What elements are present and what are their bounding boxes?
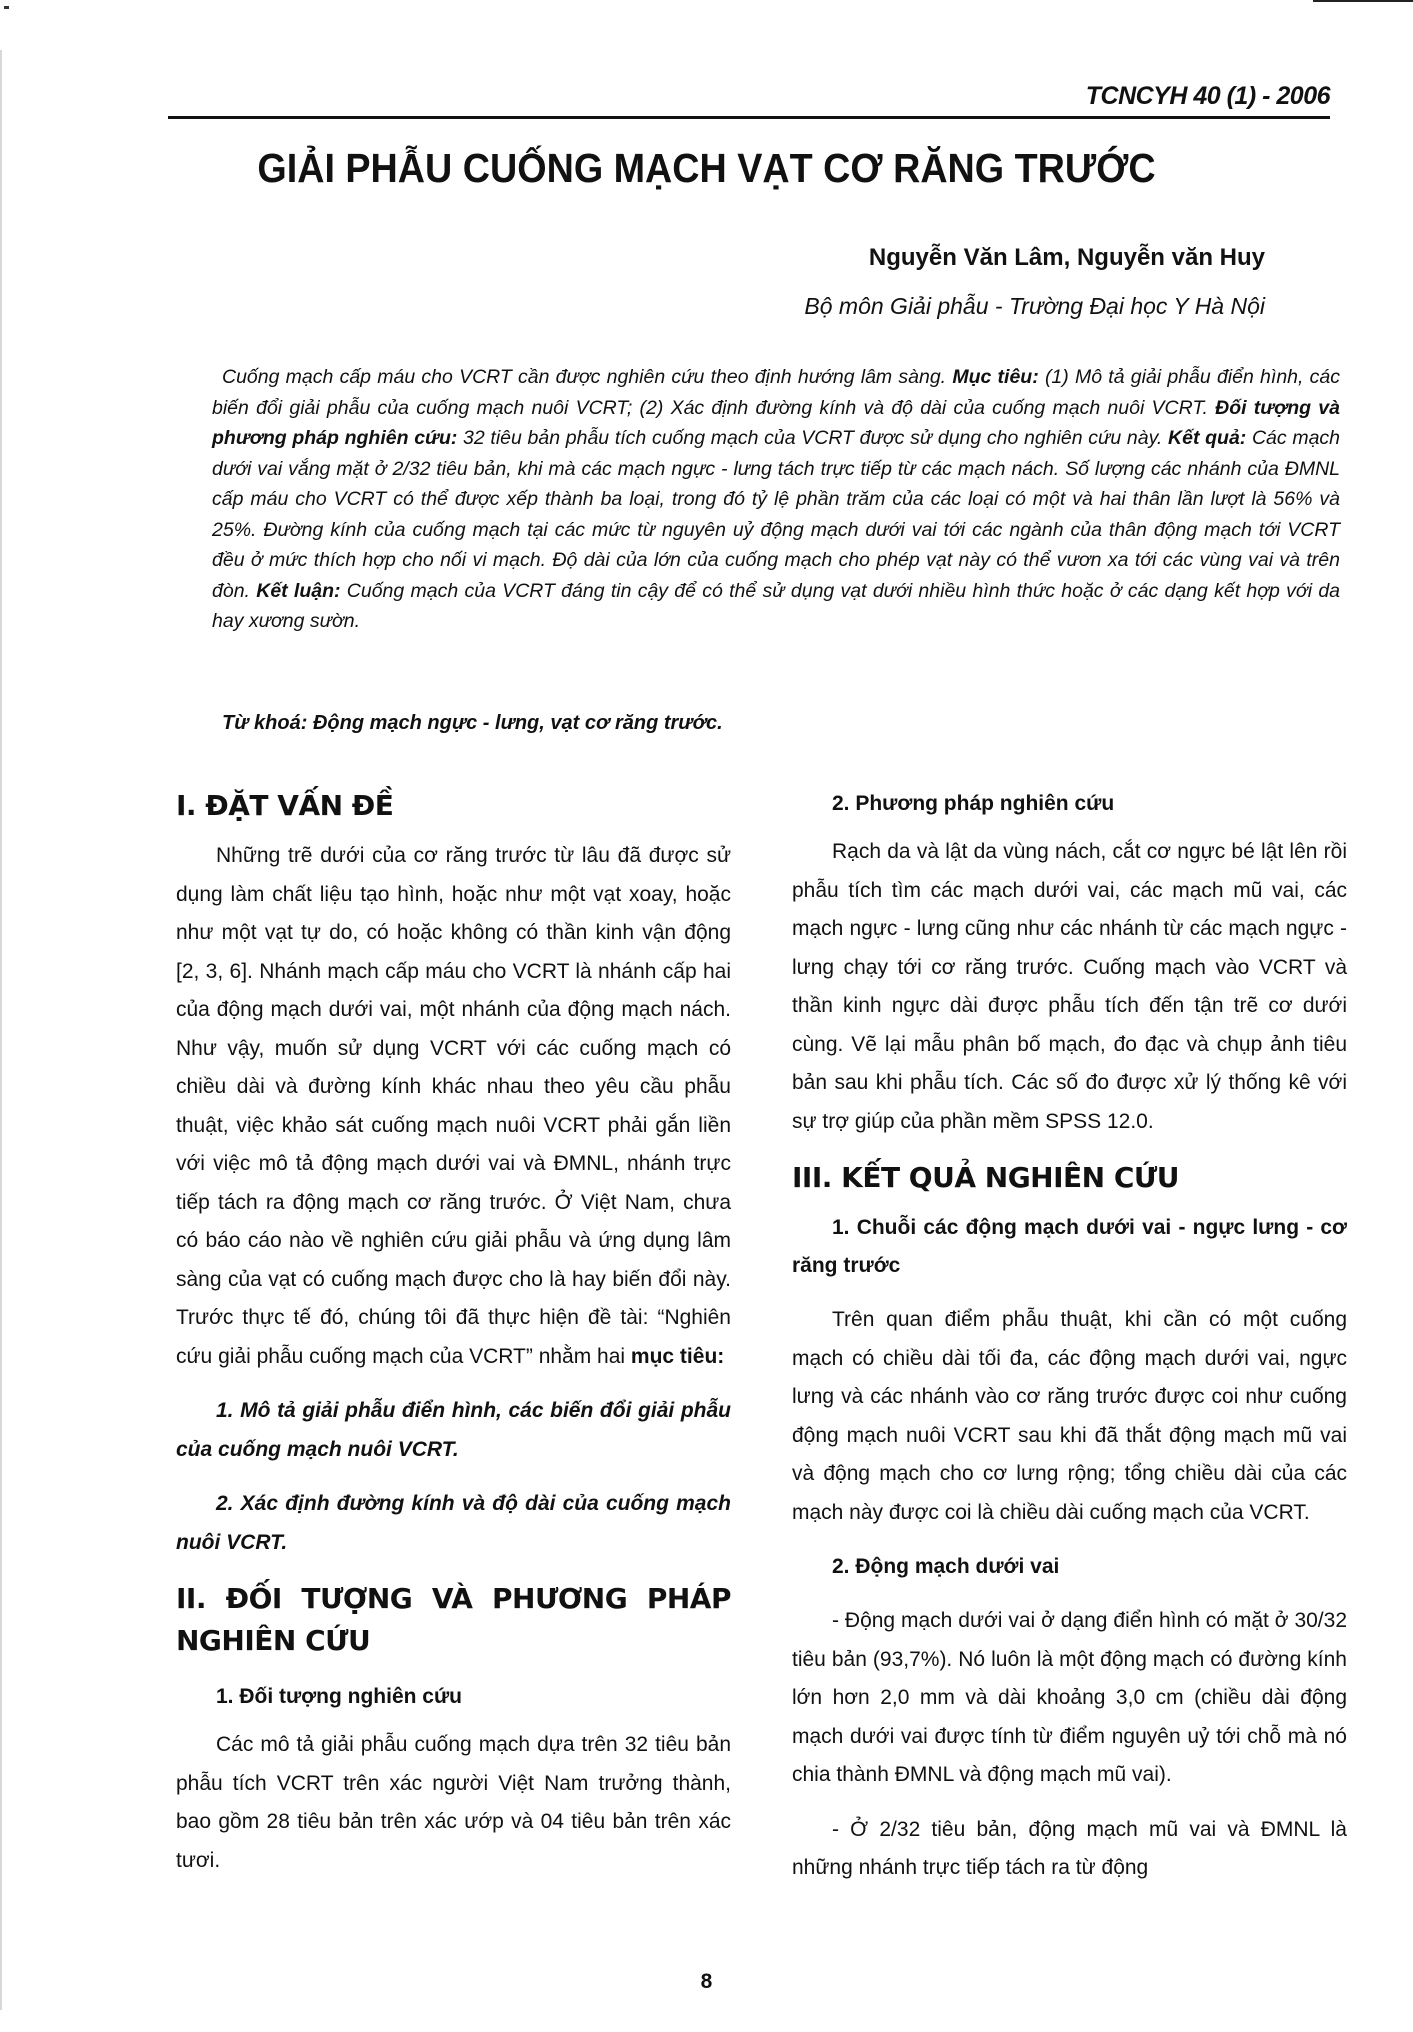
scan-artifact bbox=[4, 6, 9, 9]
subsection-heading-method: 2. Phương pháp nghiên cứu bbox=[832, 792, 1115, 815]
affiliation: Bộ môn Giải phẫu - Trường Đại học Y Hà Nội bbox=[804, 293, 1265, 319]
artery-chain-paragraph: Trên quan điểm phẫu thuật, khi cần có một cuống mạch có chiều dài tối đa, các động mạch dưới vai, ngực lưng và các nhánh vào cơ răng trước được coi như cuống động mạch nuôi VCRT sau khi đã thắt động mạch mũ vai và động mạch cho cơ lưng rộng; tổng chiều dài của các mạch này được coi là chiều dài cuống mạch của VCRT. bbox=[792, 1308, 1347, 1524]
scan-edge bbox=[0, 50, 2, 2010]
abstract-conclusion-label: Kết luận: bbox=[256, 579, 341, 602]
method-paragraph: Rạch da và lật da vùng nách, cắt cơ ngực bé lật lên rồi phẫu tích tìm các mạch dưới vai, các mạch mũ vai, các mạch ngực - lưng cũng như các nhánh từ các mạch ngực - lưng chạy tới cơ răng trước. Cuống mạch vào VCRT và thần kinh ngực dài được phẫu tích đến tận trẽ cơ dưới cùng. Vẽ lại mẫu phân bố mạch, đo đạc và chụp ảnh tiêu bản sau khi phẫu tích. Các số đo được xử lý thống kê với sự trợ giúp của phần mềm SPSS 12.0. bbox=[792, 840, 1347, 1133]
article-title: GIẢI PHẪU CUỐNG MẠCH VẠT CƠ RĂNG TRƯỚC bbox=[257, 145, 1156, 191]
section-heading-results: III. KẾT QUẢ NGHIÊN CỨU bbox=[792, 1161, 1180, 1194]
keywords: Từ khoá: Động mạch ngực - lưng, vạt cơ răng trước. bbox=[222, 712, 723, 734]
subscapular-paragraph-1: - Động mạch dưới vai ở dạng điển hình có mặt ở 30/32 tiêu bản (93,7%). Nó luôn là một động mạch có đường kính lớn hơn 2,0 mm và dài khoảng 3,0 cm (chiều dài động mạch dưới vai được tính từ điểm nguyên uỷ tới chỗ mà nó chia thành ĐMNL và động mạch mũ vai). bbox=[792, 1609, 1347, 1786]
journal-reference: TCNCYH 40 (1) - 2006 bbox=[1085, 82, 1330, 110]
subsection-heading-subscapular-artery: 2. Động mạch dưới vai bbox=[832, 1555, 1060, 1578]
page-number: 8 bbox=[700, 1970, 713, 1993]
section-heading-methods: II. ĐỐI TƯỢNG VÀ PHƯƠNG PHÁP NGHIÊN CỨU bbox=[176, 1582, 731, 1657]
abstract-conclusion: Cuống mạch của VCRT đáng tin cậy để có thể sử dụng vạt dưới nhiều hình thức hoặc ở các dạng kết hợp với da hay xương sườn. bbox=[212, 579, 1341, 632]
introduction-text: Những trẽ dưới của cơ răng trước từ lâu đã được sử dụng làm chất liệu tạo hình, hoặc như một vạt xoay, hoặc như một vạt tự do, có hoặc không có thần kinh vận động [2, 3, 6]. Nhánh mạch cấp máu cho VCRT là nhánh cấp hai của động mạch dưới vai, một nhánh của động mạch nách. Như vậy, muốn sử dụng VCRT với các cuống mạch có chiều dài và đường kính khác nhau theo yêu cầu phẫu thuật, việc khảo sát cuống mạch nuôi VCRT phải gắn liền với việc mô tả động mạch dưới vai và ĐMNL, nhánh trực tiếp tách ra động mạch cơ răng trước. Ở Việt Nam, chưa có báo cáo nào về nghiên cứu giải phẫu và ứng dụng lâm sàng của vạt có cuống mạch được cho là hay biến đổi này. Trước thực tế đó, chúng tôi đã thực hiện đề tài: “Nghiên cứu giải phẫu cuống mạch của VCRT” nhằm hai bbox=[176, 844, 731, 1368]
abstract-results: Các mạch dưới vai vắng mặt ở 2/32 tiêu bản, khi mà các mạch ngực - lưng tách trực tiếp từ các mạch nách. Số lượng các nhánh của ĐMNL cấp máu cho VCRT có thể được xếp thành ba loại, trong đó tỷ lệ phần trăm của các loại có một và hai thân lần lượt là 56% và 25%. Đường kính của cuống mạch tại các mức từ nguyên uỷ động mạch dưới vai tới các ngành của thân động mạch tới VCRT đều ở mức thích hợp cho nối vi mạch. Độ dài của lớn của cuống mạch cho phép vạt này có thể vươn xa tới các vùng vai và trên đòn. bbox=[212, 427, 1341, 602]
abstract-objective: (1) Mô tả giải phẫu điển hình, các biến đổi giải phẫu của cuống mạch nuôi VCRT; (2) Xác định đường kính và độ dài của cuống mạch nuôi VCRT. bbox=[212, 366, 1340, 419]
running-header bbox=[168, 80, 1330, 119]
introduction-objectives-label: mục tiêu: bbox=[630, 1344, 725, 1368]
subsection-heading-subjects: 1. Đối tượng nghiên cứu bbox=[216, 1685, 463, 1708]
objective-item-1: 1. Mô tả giải phẫu điển hình, các biến đổi giải phẫu của cuống mạch nuôi VCRT. bbox=[176, 1399, 731, 1461]
right-column bbox=[792, 785, 1347, 1888]
left-column bbox=[176, 785, 731, 1880]
scan-edge-top bbox=[1313, 0, 1413, 2]
abstract-intro: Cuống mạch cấp máu cho VCRT cần được nghiên cứu theo định hướng lâm sàng. bbox=[222, 366, 953, 388]
subscapular-paragraph-2: - Ở 2/32 tiêu bản, động mạch mũ vai và ĐMNL là những nhánh trực tiếp tách ra từ động bbox=[792, 1817, 1347, 1879]
subjects-paragraph: Các mô tả giải phẫu cuống mạch dựa trên 32 tiêu bản phẫu tích VCRT trên xác người Việt Nam trưởng thành, bao gồm 28 tiêu bản trên xác ướp và 04 tiêu bản trên xác tươi. bbox=[176, 1733, 731, 1872]
abstract-objective-label: Mục tiêu: bbox=[952, 366, 1039, 388]
section-heading-introduction: I. ĐẶT VẤN ĐỀ bbox=[176, 789, 394, 822]
abstract-methods-label: Đối tượng và phương pháp nghiên cứu: bbox=[212, 396, 1340, 449]
abstract-results-label: Kết quả: bbox=[1168, 427, 1247, 449]
introduction-paragraph bbox=[176, 837, 731, 1376]
abstract-methods: 32 tiêu bản phẫu tích cuống mạch của VCRT được sử dụng cho nghiên cứu này. bbox=[457, 427, 1169, 449]
subsection-heading-artery-chain: 1. Chuỗi các động mạch dưới vai - ngực lưng - cơ răng trước bbox=[792, 1216, 1347, 1277]
objective-item-2: 2. Xác định đường kính và độ dài của cuống mạch nuôi VCRT. bbox=[176, 1492, 731, 1554]
authors: Nguyễn Văn Lâm, Nguyễn văn Huy bbox=[868, 244, 1265, 271]
abstract bbox=[212, 362, 1340, 637]
